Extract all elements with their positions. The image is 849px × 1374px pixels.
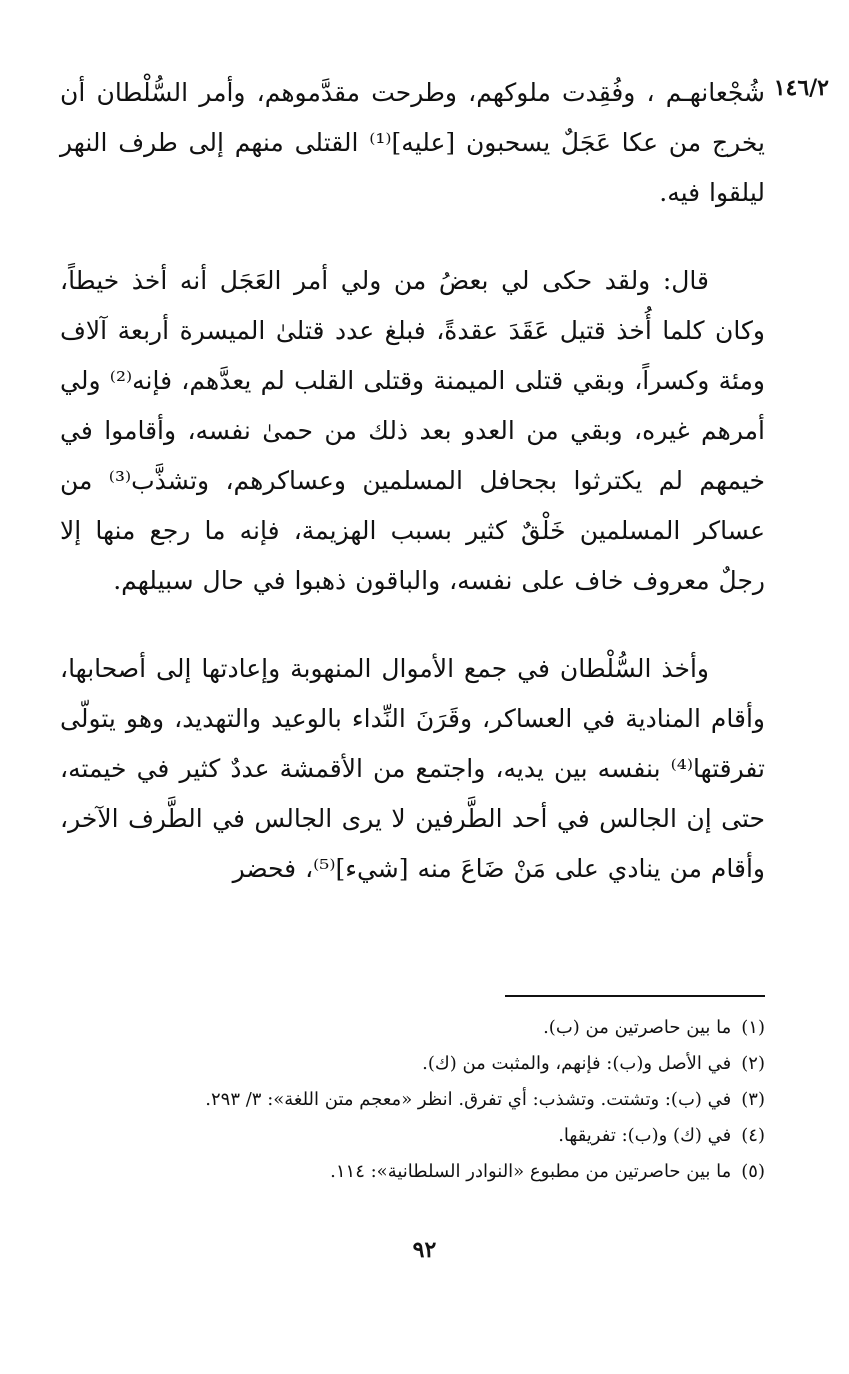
paragraph-2: قال: ولقد حكى لي بعضُ من ولي أمر العَجَل أنه أخذ خيطاً، وكان كلما أُخذ قتيل عَقَدَ عقدةً، فبلغ عدد قتلىٰ الميسرة أربعة آلاف ومئة وكسراً، وبقي قتلى الميمنة وقتلى القلب لم يعدَّهم، فإنه⁽²⁾ ولي أمرهم غيره، وبقي من العدو بعد ذلك من حمىٰ نفسه، وأقاموا في خيمهم لم يكترثوا بجحافل المسلمين وعساكرهم، وتشذَّب⁽³⁾ من عساكر المسلمين خَلْقٌ كثير بسبب الهزيمة، فإنه ما رجع منها إلا رجلٌ معروف خاف على نفسه، والباقون ذهبوا في حال سبيلهم. [60,266,765,595]
footnote-text: في (ك) و(ب): تفريقها. [558,1125,732,1146]
footnote-text: ما بين حاصرتين من (ب). [543,1017,732,1038]
page-number: ٩٢ [412,1237,437,1263]
footnote-number: (٢) [741,1053,765,1074]
footnote-text: في الأصل و(ب): فإنهم، والمثبت من (ك). [422,1053,732,1074]
footnote-number: (٤) [741,1125,765,1146]
footnote-number: (١) [741,1017,765,1038]
footnote-5 [60,1154,765,1190]
footnote-1 [60,1010,765,1046]
paragraph-1: شُجْعانهـم ، وفُقِدت ملوكهم، وطرحت مقدَّموهم، وأمر السُّلْطان أن يخرج من عكا عَجَلٌ يسحبون [عليه]⁽¹⁾ القتلى منهم إلى طرف النهر ليلقوا فيه. [60,78,765,207]
footnote-2 [60,1046,765,1082]
footnote-3 [60,1082,765,1118]
footnote-divider [505,995,765,997]
main-text [60,68,765,894]
footnote-number: (٣) [741,1089,765,1110]
footnote-text: في (ب): وتشتت. وتشذب: أي تفرق. انظر «معجم متن اللغة»: ٣/ ٢٩٣. [205,1089,732,1110]
paragraph-3: وأخذ السُّلْطان في جمع الأموال المنهوبة وإعادتها إلى أصحابها، وأقام المنادية في العساكر، وقَرَنَ النِّداء بالوعيد والتهديد، وهو يتولّى تفرقتها⁽⁴⁾ بنفسه بين يديه، واجتمع من الأقمشة عددٌ كثير في خيمته، حتى إن الجالس في أحد الطَّرفين لا يرى الجالس في الطَّرف الآخر، وأقام من ينادي على مَنْ ضَاعَ منه [شيء]⁽⁵⁾، فحضر [60,654,765,883]
footnote-number: (٥) [741,1161,765,1182]
footnote-4 [60,1118,765,1154]
footnotes [60,1010,765,1190]
section-marker: ١٤٦/٢ [773,75,829,101]
footnote-text: ما بين حاصرتين من مطبوع «النوادر السلطانية»: ١١٤. [330,1161,732,1182]
